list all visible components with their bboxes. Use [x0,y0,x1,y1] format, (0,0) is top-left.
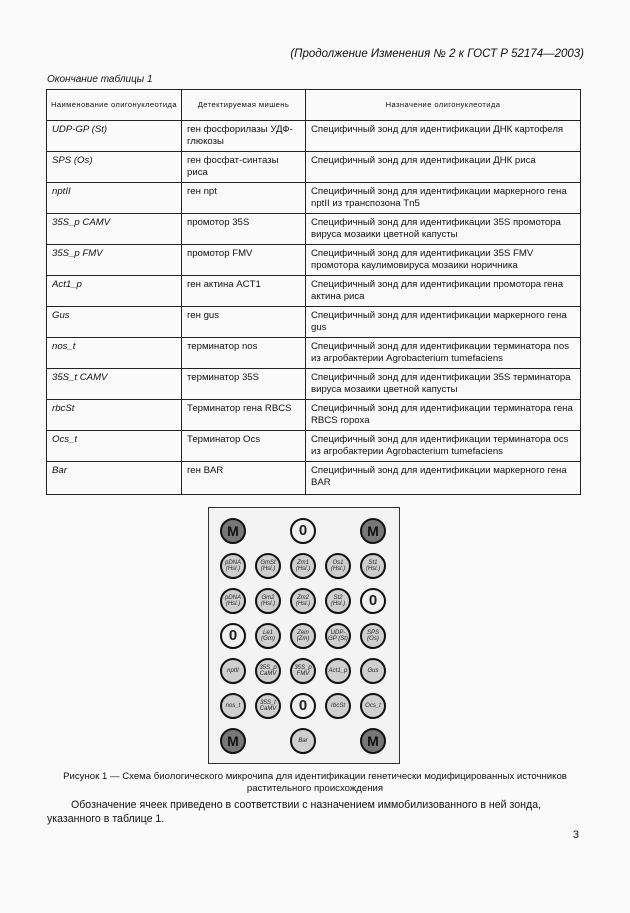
column-header-name: Наименование олигонуклеотида [47,90,182,121]
chip-cell-probe: GmSt (Hsl.) [255,553,281,579]
cell-target: ген фосфорилазы УДФ-глюкозы [182,121,306,152]
table-row [47,245,581,276]
table-row [47,307,581,338]
cell-name: 35S_p FMV [47,245,182,276]
column-header-target: Детектируемая мишень [182,90,306,121]
cell-target: Терминатор Ocs [182,431,306,462]
chip-cell-probe: Gm2 (Hsl.) [255,588,281,614]
table-row [47,152,581,183]
table-header-row [47,90,581,121]
chip-cell-probe: Gus [360,658,386,684]
cell-purpose: Специфичный зонд для идентификации ДНК картофеля [306,121,581,152]
cell-name: Bar [47,462,182,495]
document-header: (Продолжение Изменения № 2 к ГОСТ Р 52174—2003) [290,48,584,60]
cell-target: ген фосфат-синтазы риса [182,152,306,183]
cell-name: Ocs_t [47,431,182,462]
cell-name: 35S_t CAMV [47,369,182,400]
cell-purpose: Специфичный зонд для идентификации маркерного гена BAR [306,462,581,495]
cell-purpose: Специфичный зонд для идентификации 35S FMV промотора каулимовируса мозаики норичника [306,245,581,276]
cell-target: ген BAR [182,462,306,495]
table-row [47,276,581,307]
cell-name: nptII [47,183,182,214]
chip-cell-probe: 35S_p CaMV [255,658,281,684]
cell-target: ген gus [182,307,306,338]
cell-purpose: Специфичный зонд для идентификации маркерного гена gus [306,307,581,338]
cell-target: терминатор nos [182,338,306,369]
cell-name: 35S_p CAMV [47,214,182,245]
table-caption: Окончание таблицы 1 [47,74,153,85]
chip-cell-probe: Zm2 (Hsl.) [290,588,316,614]
chip-cell-marker: M [360,518,386,544]
cell-target: промотор 35S [182,214,306,245]
table-row [47,400,581,431]
chip-cell-probe: UDP-GP (St) [325,623,351,649]
cell-purpose: Специфичный зонд для идентификации терминатора ocs из агробактерии Agrobacterium tumefaciens [306,431,581,462]
body-paragraph-text: Обозначение ячеек приведено в соответствии с назначением иммобилизованного в ней зонда, указанного в таблице 1. [47,799,542,825]
cell-name: rbcSt [47,400,182,431]
column-header-purpose: Назначение олигонуклеотида [306,90,581,121]
page-number: 3 [572,829,579,841]
cell-target: промотор FMV [182,245,306,276]
cell-purpose: Специфичный зонд для идентификации промотора гена актина риса [306,276,581,307]
biochip-diagram [208,507,400,764]
cell-target: ген npt [182,183,306,214]
cell-purpose: Специфичный зонд для идентификации 35S промотора вируса мозаики цветной капусты [306,214,581,245]
oligonucleotide-table [46,89,581,495]
cell-purpose: Специфичный зонд для идентификации терминатора гена RBCS гороха [306,400,581,431]
chip-cell-probe: Act1_p [325,658,351,684]
cell-name: Act1_p [47,276,182,307]
cell-purpose: Специфичный зонд для идентификации терминатора nos из агробактерии Agrobacterium tumefaciens [306,338,581,369]
chip-cell-probe: Le1 (Gm) [255,623,281,649]
chip-cell-empty: 0 [290,518,316,544]
chip-cell-probe: pDNA (Hsl.) [220,553,246,579]
chip-cell-probe: SPS (Os) [360,623,386,649]
table-row [47,369,581,400]
chip-cell-probe: Bar [290,728,316,754]
cell-name: nos_t [47,338,182,369]
chip-cell-empty: 0 [360,588,386,614]
cell-target: терминатор 35S [182,369,306,400]
table-row [47,338,581,369]
chip-cell-probe: pDNA (Hsl.) [220,588,246,614]
chip-cell-probe: Zein (Zm) [290,623,316,649]
cell-target: ген актина ACT1 [182,276,306,307]
chip-cell-empty: 0 [290,693,316,719]
cell-purpose: Специфичный зонд для идентификации ДНК риса [306,152,581,183]
chip-cell-marker: M [360,728,386,754]
table-row [47,431,581,462]
cell-purpose: Специфичный зонд для идентификации маркерного гена nptII из транспозона Tn5 [306,183,581,214]
cell-name: Gus [47,307,182,338]
table-row [47,214,581,245]
table-row [47,462,581,495]
cell-name: SPS (Os) [47,152,182,183]
chip-cell-probe: rbcSt [325,693,351,719]
table-row [47,121,581,152]
cell-target: Терминатор гена RBCS [182,400,306,431]
chip-cell-probe: 35S_p FMV [290,658,316,684]
chip-cell-probe: 35S_t CaMV [255,693,281,719]
cell-name: UDP-GP (St) [47,121,182,152]
chip-cell-probe: nptII [220,658,246,684]
chip-cell-marker: M [220,518,246,544]
cell-purpose: Специфичный зонд для идентификации 35S терминатора вируса мозаики цветной капусты [306,369,581,400]
figure-caption: Рисунок 1 — Схема биологического микрочипа для идентификации генетически модифицированных источников растительного происхождения [63,771,567,794]
chip-cell-probe: Zm1 (Hsl.) [290,553,316,579]
chip-cell-empty: 0 [220,623,246,649]
body-paragraph [47,798,583,826]
table-row [47,183,581,214]
chip-cell-probe: Ocs_t [360,693,386,719]
chip-cell-probe: nos_t [220,693,246,719]
chip-cell-probe: Os1 (Hsl.) [325,553,351,579]
chip-cell-probe: St1 (Hsl.) [360,553,386,579]
chip-cell-probe: St2 (Hsl.) [325,588,351,614]
chip-cell-marker: M [220,728,246,754]
